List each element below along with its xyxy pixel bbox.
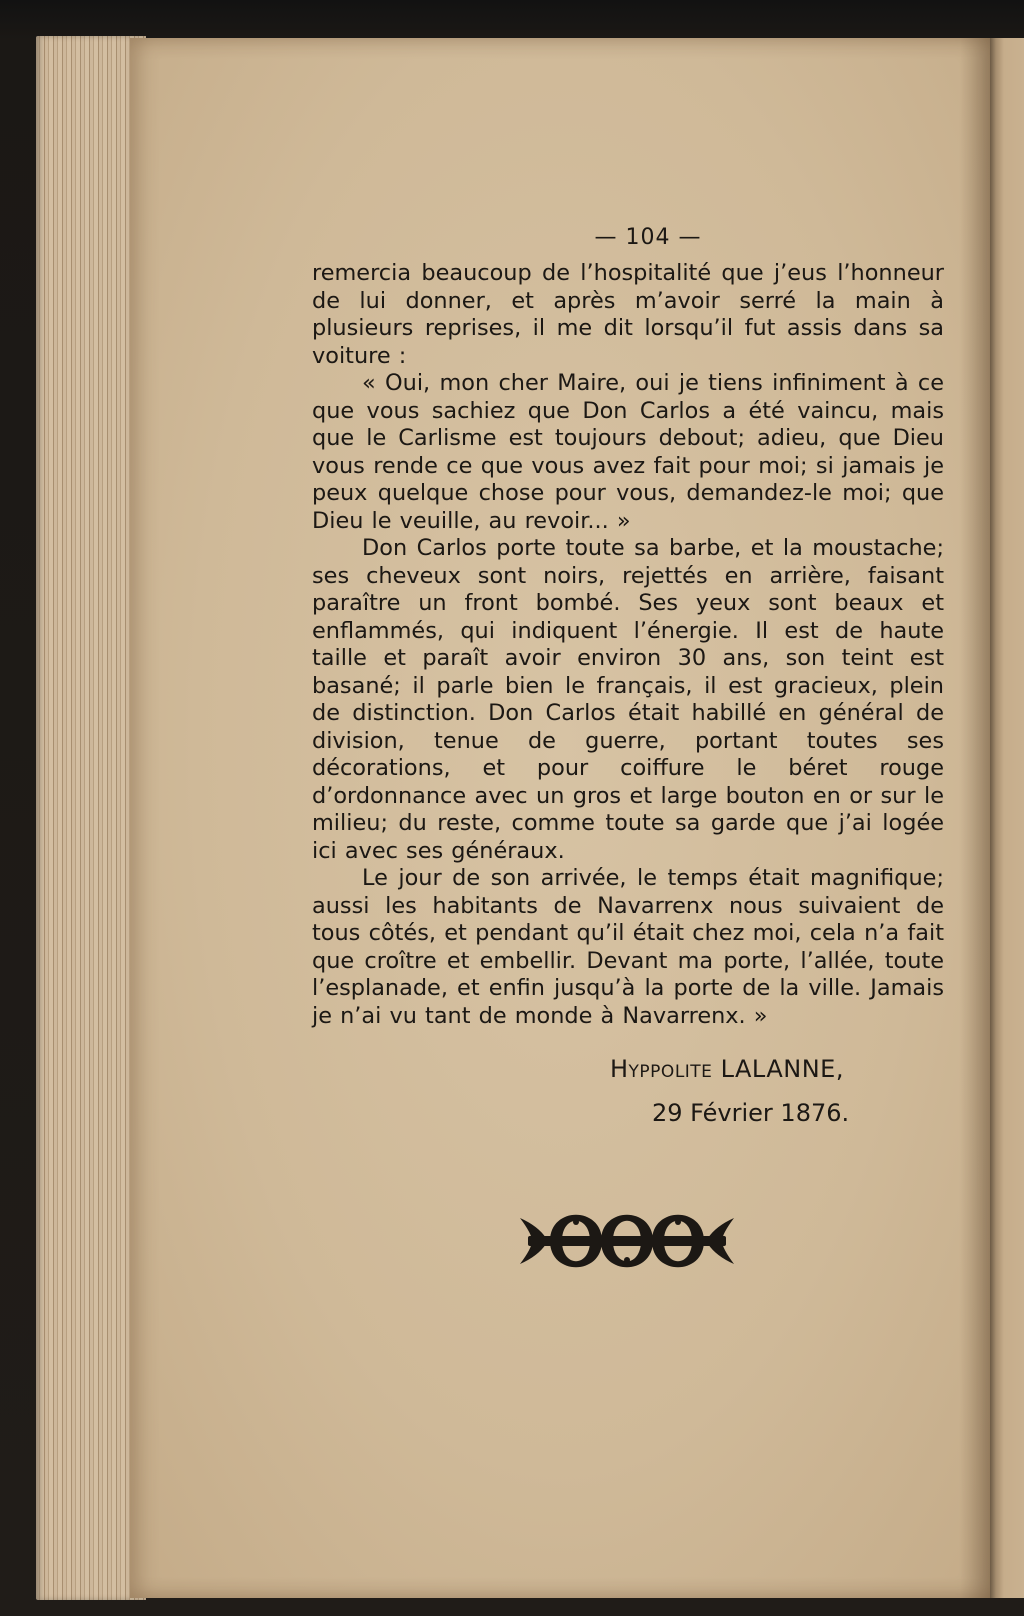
paragraph-3: Don Carlos porte toute sa barbe, et la moustache; ses cheveux sont noirs, rejettés en arrière, faisant paraître un front bombé. Ses yeux sont beaux et enflammés, qui indiquent l’énergie. Il est de haute taille et paraît avoir environ 30 ans, son teint est basané; il parle bien le français, il est gracieux, plein de distinction. Don Carlos était habillé en général de division, tenue de guerre, portant toutes ses décorations, et pour coiffure le béret rouge d’ordonnance avec un gros et large bouton en or sur le milieu; du reste, comme toute sa garde que j’ai logée ici avec ses généraux. xyxy=(312,535,944,864)
signature-first-name: Hyppolite xyxy=(610,1055,713,1083)
signature-last-name: LALANNE, xyxy=(720,1055,844,1083)
spine-shadow xyxy=(960,38,994,1598)
decorative-fleuron-icon xyxy=(520,1198,734,1284)
page-text xyxy=(312,225,944,1030)
adjacent-page-edge xyxy=(990,38,1024,1598)
paragraph-4: Le jour de son arrivée, le temps était magnifique; aussi les habitants de Navarrenx nous suivaient de tous côtés, et pendant qu’il était chez moi, cela n’a fait que croître et embellir. Devant ma porte, l’allée, toute l’esplanade, et enfin jusqu’à la porte de la ville. Jamais je n’ai vu tant de monde à Navarrenx. » xyxy=(312,865,944,1029)
signature-name xyxy=(610,1055,844,1083)
paragraph-1: remercia beaucoup de l’hospitalité que j’eus l’honneur de lui donner, et après m’avoir serré la main à plusieurs reprises, il me dit lorsqu’il fut assis dans sa voiture : xyxy=(312,260,944,369)
signature-date: 29 Février 1876. xyxy=(652,1099,850,1127)
paragraph-2: « Oui, mon cher Maire, oui je tiens infiniment à ce que vous sachiez que Don Carlos a été vaincu, mais que le Carlisme est toujours debout; adieu, que Dieu vous rende ce que vous avez fait pour moi; si jamais je peux quelque chose pour vous, demandez-le moi; que Dieu le veuille, au revoir... » xyxy=(312,370,944,534)
page-number: — 104 — xyxy=(594,225,702,250)
